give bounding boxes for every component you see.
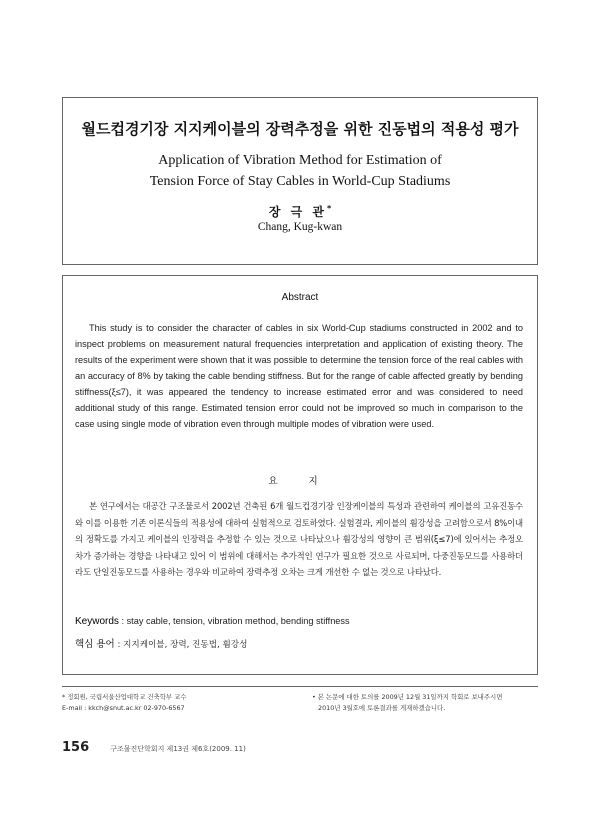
footnote-email: E-mail : kkch@snut.ac.kr 02-970-6567: [62, 704, 185, 712]
korean-abstract-text: 본 연구에서는 대공간 구조물로서 2002년 건축된 6개 월드컵경기장 인장케이블의 특성과 관련하여 케이블의 고유진동수와 이를 이용한 기존 이론식들의 적용성에 대하여 실험적으로 검토하였다. 실험결과, 케이블의 휨강성을 고려함으로서 8%이내의 정확도를 가지고 케이블의 인장력을 추정할 수 있는 것으로 나타났으나 휨강성의 영향이 큰 범위(ξ≤7)에 있어서는 추정오차가 증가하는 경향을 나타내고 있어 이 범위에 대해서는 추가적인 연구가 필요한 것으로 사료되며, 다중진동모드를 사용하더라도 단일진동모드를 사용하는 경우와 비교하여 장력추정 오차는 크게 개선한 수 없는 것으로 나타났다.: [75, 501, 523, 577]
core-terms-text: 지지케이블, 장력, 진동법, 휨강성: [123, 640, 248, 650]
journal-info: 구조물진단학회지 제13권 제6호(2009. 11): [110, 745, 246, 753]
footnote-submission-line2: 2010년 3월호에 토론결과를 게재하겠습니다.: [318, 704, 446, 712]
core-terms-separator: :: [114, 640, 124, 650]
author-korean: [63, 203, 537, 220]
page-footer: [62, 736, 246, 755]
keywords-text: stay cable, tension, vibration method, bending stiffness: [126, 616, 350, 626]
paper-title-english-line1: Application of Vibration Method for Estimation of: [158, 153, 442, 168]
core-terms-label: 핵심 용어: [75, 639, 115, 650]
abstract-text: This study is to consider the character of cables in six World-Cup stadiums constructed in 2002 and to inspect problems on measurement natural frequencies interpretation and application of existing theory. The results of the experiment were shown that it was possible to determine the tension force of the real cables with an accuracy of 8% by taking the cable bending stiffness. But for the range of cable affected greatly by bending stiffness(ξ≤7), it was appeared the tendency to increase estimated error and was considered to need additional study of this range. Estimated tension error could not be improved so much in comparison to the case using single mode of vibration even through multiple modes of vibration were used.: [75, 323, 523, 429]
abstract-heading: Abstract: [281, 292, 319, 303]
core-terms: [75, 636, 535, 650]
title-box: [62, 97, 538, 265]
footnote-affiliation: * 정회원, 국립서울산업대학교 건축학부 교수: [62, 693, 187, 701]
keywords-separator: :: [118, 616, 127, 626]
footnote-divider: [62, 686, 538, 687]
keywords-label: Keywords: [75, 616, 119, 627]
author-marker: *: [326, 204, 332, 213]
korean-abstract-heading: 요 지: [268, 476, 332, 487]
author-korean-name: 장 극 관: [268, 205, 327, 219]
footnote-affiliation-block: [62, 692, 292, 714]
paper-title-english: [63, 150, 537, 192]
footnote-submission-line1: 본 논문에 대한 토의를 2009년 12월 31일까지 학회로 보내주시면: [317, 693, 503, 701]
abstract-box: [62, 275, 538, 675]
page-number: 156: [62, 740, 90, 755]
author-english: Chang, Kug-kwan: [257, 221, 343, 233]
paper-title-korean: 월드컵경기장 지지케이블의 장력추정을 위한 진동법의 적용성 평가: [81, 120, 519, 138]
bullet-icon: •: [312, 693, 316, 701]
paper-title-english-line2: Tension Force of Stay Cables in World-Cup Stadiums: [149, 174, 451, 189]
keywords: [75, 616, 535, 627]
footnote-submission-block: [312, 692, 540, 714]
